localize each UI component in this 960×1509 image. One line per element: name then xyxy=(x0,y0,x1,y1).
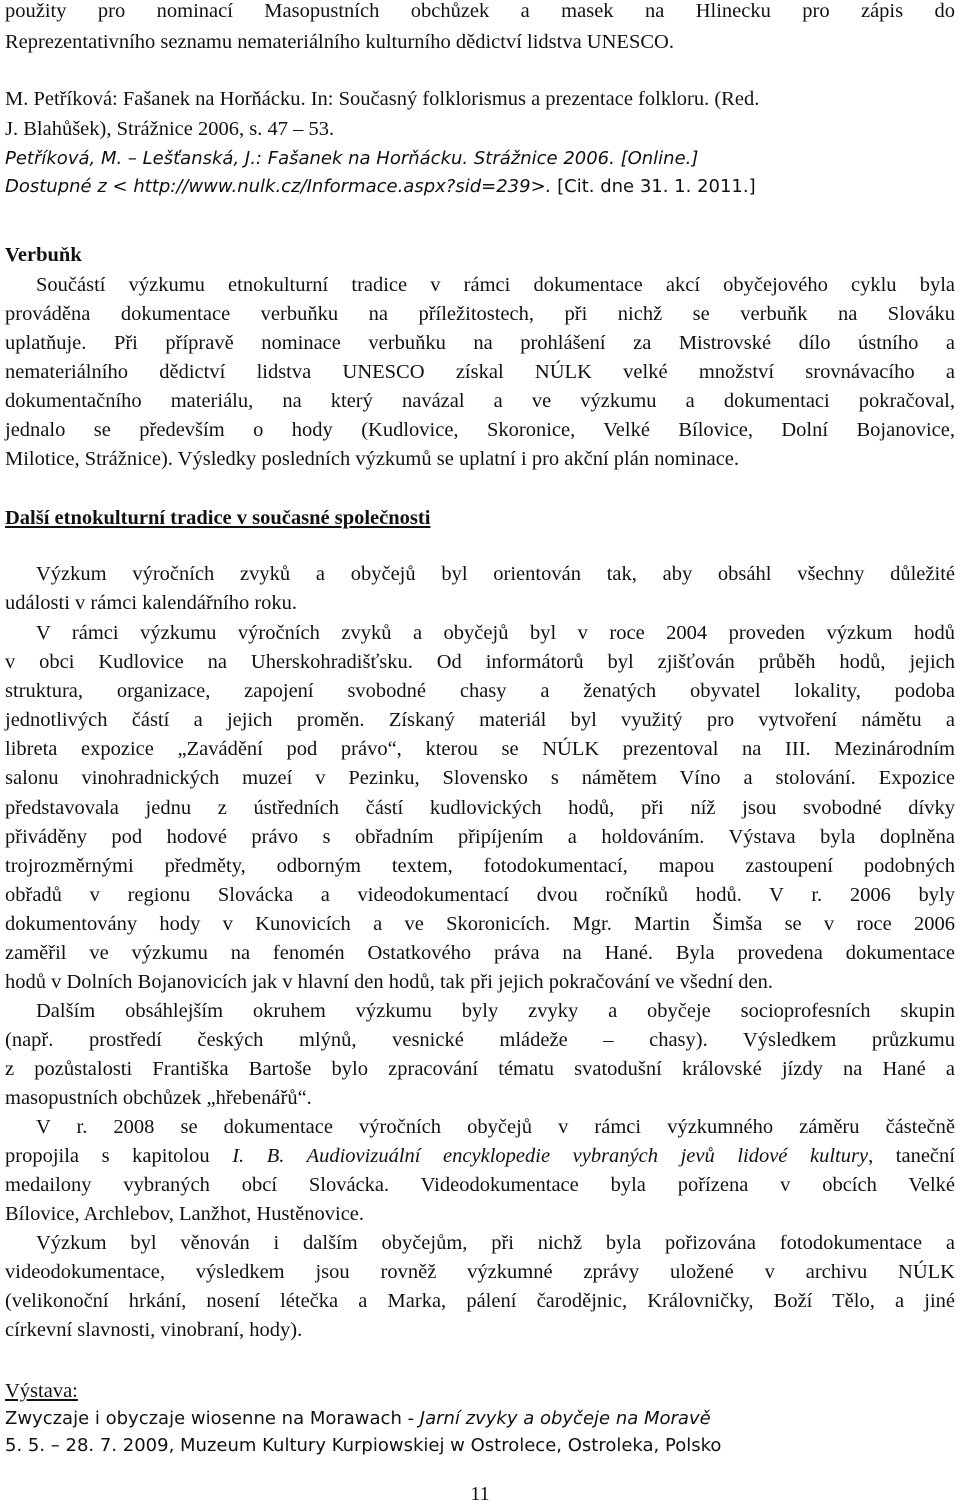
p2-line-5: libreta expozice „Zavádění pod právo“, kterou se NÚLK prezentoval na III. Mezinárodním xyxy=(5,738,955,760)
p2-line-10: obřadů v regionu Slovácka a videodokumentací dvou ročníků hodů. V r. 2006 byly xyxy=(5,884,955,906)
ref-source-text: Dostupné z < http://www.nulk.cz/Informace.aspx?sid=239>. xyxy=(5,176,552,197)
page-number: 11 xyxy=(470,1483,490,1505)
p4-line-2 xyxy=(5,1142,955,1170)
p3-line-4: masopustních obchůzek „hřebenářů“. xyxy=(5,1087,312,1109)
exhibition-line-2: 5. 5. – 28. 7. 2009, Muzeum Kultury Kurpiowskiej w Ostrolece, Ostroleka, Polsko xyxy=(5,1435,722,1456)
ref-line-3: M. Petříková: Fašanek na Horňácku. In: Současný folklorismus a prezentace folkloru. (Red. xyxy=(5,88,760,110)
ref-line-5: Petříková, M. – Lešťanská, J.: Fašanek na Horňácku. Strážnice 2006. [Online.] xyxy=(5,148,699,169)
exhibition-title-pl: Zwyczaje i obyczaje wiosenne na Morawach - xyxy=(5,1408,420,1429)
p4-line-2-a: propojila s kapitolou xyxy=(5,1145,233,1167)
verbunk-line-7: Milotice, Strážnice). Výsledky posledních výzkumů se uplatní i pro akční plán nominace. xyxy=(5,448,740,470)
exhibition-title-cz: Jarní zvyky a obyčeje na Moravě xyxy=(419,1408,711,1429)
p4-line-1: V r. 2008 se dokumentace výročních obyčejů v rámci výzkumného záměru částečně xyxy=(36,1116,955,1138)
p2-line-13: hodů v Dolních Bojanovicích jak v hlavní den hodů, tak při jejich pokračování ve všední den. xyxy=(5,971,773,993)
verbunk-line-2: prováděna dokumentace verbuňku na příležitostech, při nichž se verbuňk na Slováku xyxy=(5,303,955,325)
verbunk-line-6: jednalo se především o hody (Kudlovice, Skoronice, Velké Bílovice, Dolní Bojanovice, xyxy=(5,419,955,441)
exhibition-label: Výstava: xyxy=(5,1380,78,1402)
p3-line-3: z pozůstalosti Františka Bartoše bylo zpracování tématu svatodušní královské jízdy na Hané a xyxy=(5,1058,955,1080)
p3-line-2: (např. prostředí českých mlýnů, vesnické mládeže – chasy). Výsledkem průzkumu xyxy=(5,1029,955,1051)
p3-line-1: Dalším obsáhlejším okruhem výzkumu byly zvyky a obyčeje socioprofesních skupin xyxy=(36,1000,955,1022)
p2-line-7: představovala jednu z ústředních částí kudlovických hodů, při níž jsou svobodné dívky xyxy=(5,797,955,819)
verbunk-line-3-b: Při přípravě nominace verbuňku na prohlášení za Mistrovské dílo ústního a xyxy=(86,332,955,354)
p4-line-2-c: , taneční xyxy=(868,1145,955,1167)
p4-line-3: medailony vybraných obcí Slovácka. Videodokumentace byla pořízena v obcích Velké xyxy=(5,1174,955,1196)
section-heading: Další etnokulturní tradice v současné společnosti xyxy=(5,507,431,529)
ref-line-4: J. Blahůšek), Strážnice 2006, s. 47 – 53. xyxy=(5,118,335,140)
p2-line-11: dokumentovány hody v Kunovicích a ve Skoronicích. Mgr. Martin Šimša se v roce 2006 xyxy=(5,913,955,935)
p2-line-9: trojrozměrnými předměty, odborným textem, fotodokumentací, mapou zastoupení podobných xyxy=(5,855,955,877)
exhibition-line-1 xyxy=(5,1405,955,1433)
p2-line-3: struktura, organizace, zapojení svobodné chasy a ženatých obyvatel lokality, podoba xyxy=(5,680,955,702)
p5-line-2: videodokumentace, výsledkem jsou rovněž výzkumné zprávy uložené v archivu NÚLK xyxy=(5,1261,955,1283)
verbunk-line-4: nemateriálního dědictví lidstva UNESCO získal NÚLK velké množství srovnávacího a xyxy=(5,361,955,383)
p4-line-4: Bílovice, Archlebov, Lanžhot, Hustěnovice. xyxy=(5,1203,365,1225)
p2-line-4: jednotlivých částí a jejich proměn. Získaný materiál byl využitý pro vytvoření námětu a xyxy=(5,709,955,731)
p5-line-4: církevní slavnosti, vinobraní, hody). xyxy=(5,1319,303,1341)
ref-line-6 xyxy=(5,173,955,201)
p5-line-3: (velikonoční hrkání, nosení létečka a Marka, pálení čarodějnic, Královničky, Boží Tělo, a jiné xyxy=(5,1290,955,1312)
ref-cite-date: [Cit. dne 31. 1. 2011.] xyxy=(551,176,756,197)
verbunk-line-1: Součástí výzkumu etnokulturní tradice v rámci dokumentace akcí obyčejového cyklu byla xyxy=(36,274,955,296)
ref-line-2: Reprezentativního seznamu nemateriálního kulturního dědictví lidstva UNESCO. xyxy=(5,31,674,53)
p5-line-1: Výzkum byl věnován i dalším obyčejům, při nichž byla pořizována fotodokumentace a xyxy=(36,1232,955,1254)
verbunk-line-5: dokumentačního materiálu, na který navázal a ve výzkumu a dokumentaci pokračoval, xyxy=(5,390,955,412)
p2-line-6: salonu vinohradnických muzeí v Pezinku, Slovensko s námětem Víno a stolování. Expozice xyxy=(5,767,955,789)
p4-chapter-title: I. B. Audiovizuální encyklopedie vybraných jevů lidové kultury xyxy=(232,1145,869,1167)
verbunk-line-3-a: uplatňuje. xyxy=(5,332,87,354)
p2-line-12: zaměřil ve výzkumu na fenomén Ostatkového práva na Hané. Byla provedena dokumentace xyxy=(5,942,955,964)
p2-line-8: přiváděny pod hodové právo s obřadním připíjením a holdováním. Výstava byla doplněna xyxy=(5,826,955,848)
p1-line-2: události v rámci kalendářního roku. xyxy=(5,592,298,614)
p2-line-1: V rámci výzkumu výročních zvyků a obyčejů byl v roce 2004 proveden výzkum hodů xyxy=(36,622,955,644)
verbunk-title: Verbuňk xyxy=(5,244,82,266)
p1-line-1: Výzkum výročních zvyků a obyčejů byl orientován tak, aby obsáhl všechny důležité xyxy=(36,563,955,585)
ref-line-1: použity pro nominací Masopustních obchůzek a masek na Hlinecku pro zápis do xyxy=(5,0,955,22)
p2-line-2: v obci Kudlovice na Uherskohradišťsku. Od informátorů byl zjišťován průběh hodů, jejich xyxy=(5,651,955,673)
verbunk-line-3 xyxy=(5,329,955,357)
